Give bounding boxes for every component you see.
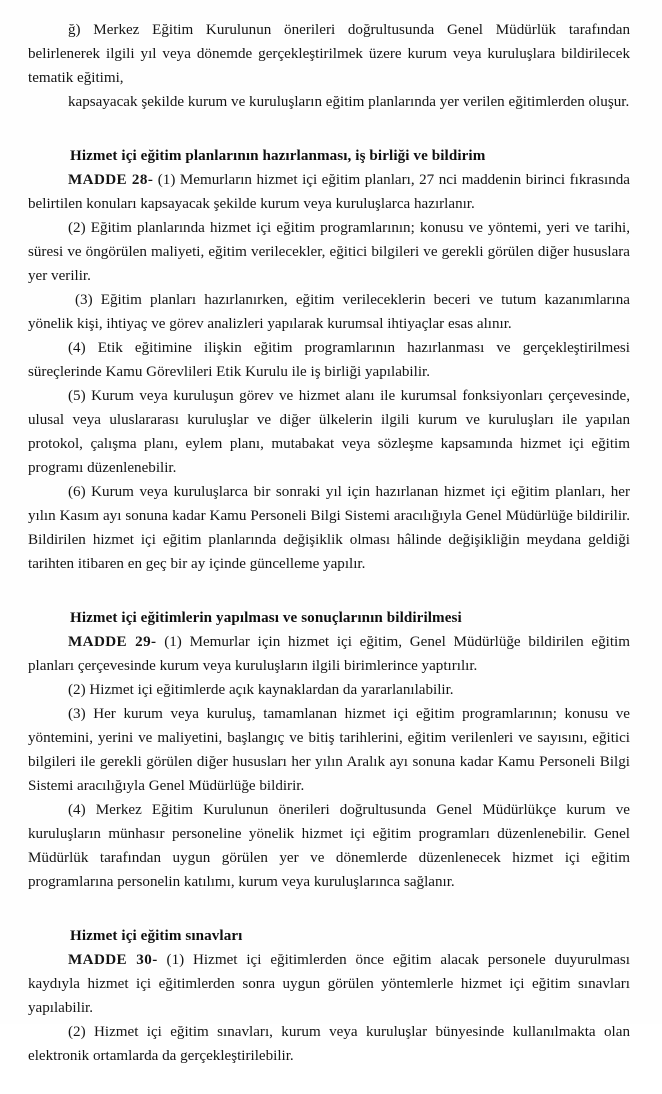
article-29-paragraph-4: (4) Merkez Eğitim Kurulunun önerileri doğrultusunda Genel Müdürlükçe kurum ve kuruluşların münhasır personeline yönelik hizmet içi eğitim programları düzenlenebilir. Genel Müdürlük tarafından uygun görülen yer ve dönemlerde düzenlenecek hizmet içi eğitim programlarına personelin katılımı, kurum veya kuruluşlarınca sağlanır. — [28, 802, 630, 890]
article-30-label: MADDE 30- — [68, 952, 158, 968]
article-29-heading: Hizmet içi eğitimlerin yapılması ve sonuçlarının bildirilmesi — [70, 610, 462, 626]
page-bottom-spacer — [28, 1068, 630, 1094]
article-29-paragraph-3: (3) Her kurum veya kuruluş, tamamlanan hizmet içi eğitim programlarının; konusu ve yöntemini, yerini ve maliyetini, başlangıç ve bitiş tarihlerini, eğitim verilenleri ve sayısını, eğitici bilgileri ile gerekli görülen diğer hususları her yılın Aralık ayı sonuna kadar Kamu Personeli Bilgi Sistemi aracılığıyla Genel Müdürlüğe bildirir. — [28, 706, 630, 794]
article-28-paragraph-3: (3) Eğitim planları hazırlanırken, eğitim verileceklerin beceri ve tutum kazanımlarına yönelik kişi, ihtiyaç ve görev analizleri yapılarak kurumsal ihtiyaçlar esas alınır. — [28, 292, 630, 332]
article-29-paragraph-2: (2) Hizmet içi eğitimlerde açık kaynaklardan da yararlanılabilir. — [68, 682, 454, 698]
article-28-paragraph-1 — [28, 168, 630, 216]
article-28-label: MADDE 28- — [68, 172, 154, 188]
article-30-paragraph-1-text: (1) Hizmet içi eğitimlerden önce eğitim alacak personele duyurulması kaydıyla hizmet içi eğitimlerden sonra uygun görülen yöntemlerle hizmet içi eğitim sınavları yapılabilir. — [28, 952, 630, 1016]
heading-spacer — [28, 894, 630, 924]
article-28-heading: Hizmet içi eğitim planlarının hazırlanması, iş birliği ve bildirim — [70, 148, 486, 164]
article-28-paragraph-1-text: (1) Memurların hizmet içi eğitim planları, 27 nci maddenin birinci fıkrasında belirtilen konuları kapsayacak şekilde kurum veya kuruluşlarca hazırlanır. — [28, 172, 630, 212]
article-29-label: MADDE 29- — [68, 634, 157, 650]
clause-g-paragraph: ğ) Merkez Eğitim Kurulunun önerileri doğrultusunda Genel Müdürlük tarafından belirlenerek ilgili yıl veya dönemde gerçekleştirilmek üzere kurum veya kuruluşlara bildirilecek tematik eğitimi, — [28, 22, 630, 86]
heading-spacer — [28, 114, 630, 144]
article-28-paragraph-6: (6) Kurum veya kuruluşlarca bir sonraki yıl için hazırlanan hizmet içi eğitim planları, her yılın Kasım ayı sonuna kadar Kamu Personeli Bilgi Sistemi aracılığıyla Genel Müdürlüğe bildirilir. Bildirilen hizmet içi eğitim planlarında değişiklik olması hâlinde değişikliğin meydana geldiği tarihten itibaren en geç bir ay içinde güncelleme yapılır. — [28, 484, 630, 572]
article-29-paragraph-1-text: (1) Memurlar için hizmet içi eğitim, Genel Müdürlüğe bildirilen eğitim planları çerçevesinde kurum veya kuruluşların ilgili birimlerince yaptırılır. — [28, 634, 630, 674]
article-28-paragraph-4: (4) Etik eğitimine ilişkin eğitim programlarının hazırlanması ve gerçekleştirilmesi süreçlerinde Kamu Görevlileri Etik Kurulu ile iş birliği yapılabilir. — [28, 340, 630, 380]
article-29-paragraph-1 — [28, 630, 630, 678]
article-28-paragraph-2: (2) Eğitim planlarında hizmet içi eğitim programlarının; konusu ve yöntemi, yeri ve tarihi, süresi ve öngörülen maliyeti, eğitim verilecekler, eğitici bilgileri ve gerekli görülen diğer hususlara yer verilir. — [28, 220, 630, 284]
article-30-paragraph-1 — [28, 948, 630, 1020]
article-30-paragraph-2: (2) Hizmet içi eğitim sınavları, kurum veya kuruluşlar bünyesinde kullanılmakta olan elektronik ortamlarda da gerçekleştirilebilir. — [28, 1024, 630, 1064]
intro-closing-paragraph: kapsayacak şekilde kurum ve kuruluşların eğitim planlarında yer verilen eğitimlerden oluşur. — [68, 94, 630, 110]
document-body — [28, 18, 630, 1094]
heading-spacer — [28, 576, 630, 606]
article-28-paragraph-5: (5) Kurum veya kuruluşun görev ve hizmet alanı ile kurumsal fonksiyonları çerçevesinde, ulusal veya uluslararası kuruluşlar ve diğer ülkelerin ilgili kurum ve kuruluşları ile yapılan protokol, çalışma planı, eylem planı, mutabakat veya sözleşme kapsamında hizmet içi eğitim programı düzenlenebilir. — [28, 388, 630, 476]
article-30-heading: Hizmet içi eğitim sınavları — [70, 928, 243, 944]
